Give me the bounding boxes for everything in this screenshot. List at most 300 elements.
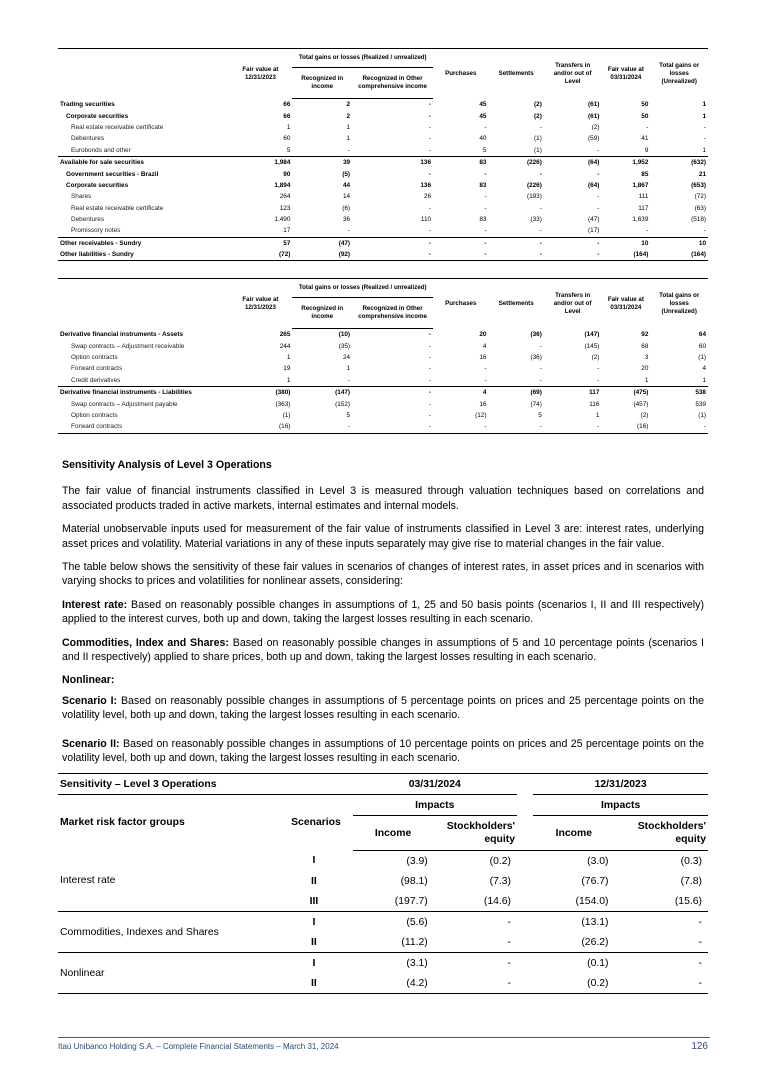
table-cell: 136 [420,181,432,189]
table-cell: 66 [283,112,291,120]
table-cell: 117 [589,389,600,397]
col-recognized-income: Recognized in income [292,68,352,99]
table-cell: 244 [279,342,291,350]
table-cell: - [597,204,600,212]
table-cell: (147) [584,330,600,338]
sensitivity-title: Sensitivity – Level 3 Operations [58,774,279,795]
scenario-label: I [312,957,316,969]
table-cell: - [488,375,543,387]
table-cell: (363) [275,400,291,408]
table-cell: - [539,123,542,131]
table-cell: 21 [698,170,706,178]
table-cell: 1 [286,353,291,361]
table-cell: (2) [591,353,600,361]
table-cell: - [292,145,352,157]
row-label: Available for sale securities [60,159,144,167]
table-cell: - [428,239,432,247]
table-cell: 50 [641,112,649,120]
table-cell: (226) [526,181,542,189]
table-cell: - [484,170,487,178]
row-label: Debentures [71,216,105,224]
table-cell: 1 [346,123,351,131]
table-cell: - [703,123,706,131]
table-cell: - [539,342,542,350]
table-cell: (7.3) [489,875,512,887]
row-label: Derivative financial instruments - Assets [60,330,184,338]
table-cell: 5 [228,145,292,157]
table-cell: 1,894 [274,181,291,189]
table-cell: 60 [698,342,706,350]
table-cell: (69) [530,389,542,397]
table-row [58,203,708,214]
table-cell: (147) [335,389,351,397]
row-label: Forward contracts [71,365,123,373]
paragraph-unobservable-inputs: Material unobservable inputs used for measurement of the fair value of instruments classified in Level 3 are: interest rates, underlying asset prices and volatility. Material variations in any of these inputs separately may give rise to material changes in the fair value. [62,523,704,550]
col-income-current: Income [353,816,434,851]
table-cell: - [539,170,542,178]
table-cell: - [433,249,488,261]
table-cell: (64) [588,159,600,167]
table-row [58,912,708,933]
table-cell: (12) [475,411,487,419]
row-label: Option contracts [71,353,118,361]
table-cell: 1 [228,375,292,387]
table-cell: - [428,389,432,397]
table-cell: 45 [479,112,487,120]
table-cell: 16 [479,400,487,408]
table-cell: - [352,375,433,387]
table-cell: (1) [534,135,542,143]
table-row [58,122,708,133]
table-cell: 36 [342,216,351,224]
table-cell: (152) [335,400,351,408]
table-cell: 40 [479,135,487,143]
table-cell: (16) [601,421,650,433]
table-cell: - [597,170,600,178]
table-row [58,375,708,387]
table-cell: (5.6) [406,916,428,928]
table-cell: - [428,331,432,339]
nonlinear-heading: Nonlinear: [62,674,115,687]
table-row [58,410,708,421]
table-cell: - [698,957,702,969]
risk-factor-group: Interest rate [58,851,279,912]
table-cell: 116 [589,400,600,408]
table-cell: (74) [530,400,542,408]
table-cell: (64) [588,181,600,189]
table-row [58,145,708,157]
impacts-header-current: Impacts [353,795,518,816]
table-cell: (475) [633,389,649,397]
table-row [58,99,708,111]
table-cell: 45 [479,100,487,108]
table-cell: (11.2) [353,932,434,953]
table-cell: - [484,193,487,201]
table-cell: (380) [275,389,291,397]
table-row [58,363,708,374]
table-cell: 66 [283,100,291,108]
table-cell: - [544,421,602,433]
table-cell: 2 [346,112,351,120]
table-cell: (154.0) [533,891,614,912]
scenario-label: II [279,973,352,994]
table-cell: 19 [283,365,291,373]
table-cell: - [650,421,708,433]
col-fair-value-start: Fair value at 12/31/2023 [228,279,292,329]
table-cell: (2) [534,112,542,120]
table-cell: (7.8) [680,875,702,887]
table-cell: 10 [641,239,649,247]
table-cell: - [698,916,702,928]
table-cell: - [614,932,708,953]
row-label: Government securities - Brazil [66,170,159,178]
table-cell: (164) [601,249,650,261]
row-label: Promissory notes [58,225,228,237]
table-cell: (61) [588,100,600,108]
table-cell: - [428,101,432,109]
table-cell: (36) [530,353,542,361]
table-cell: (15.6) [614,891,708,912]
paragraph-fair-value: The fair value of financial instruments classified in Level 3 is measured through valuation techniques based on correlations and associated products traded in active markets, internal estimates and internal models. [62,485,704,512]
table-cell: (16) [228,421,292,433]
table-cell: (33) [530,216,542,224]
table-cell: (193) [526,193,542,201]
table-cell: 1 [702,100,706,108]
table-cell: 85 [641,170,649,178]
row-label: Derivative financial instruments - Liabilities [60,389,192,397]
table-cell: - [428,411,432,419]
spacer-cell [517,932,533,953]
row-label: Eurobonds and other [58,145,228,157]
sensitivity-analysis-section [62,458,704,775]
table-row [58,953,708,974]
table-cell: - [650,225,708,237]
row-label: Swap contracts – Adjustment receivable [71,342,185,350]
table-cell: 20 [641,365,649,373]
table-cell: (457) [633,400,649,408]
scenario-label: II [279,932,352,953]
table-row [58,398,708,409]
paragraph-table-description: The table below shows the sensitivity of these fair values in scenarios of changes of interest rates, in asset prices and in scenarios with varying shocks to prices and volatilities for nonlinear assets, considering: [62,561,704,588]
table-cell: 10 [698,239,706,247]
table-cell: (632) [691,159,706,167]
section-title: Sensitivity Analysis of Level 3 Operations [62,459,272,471]
table-cell: (1) [698,411,706,419]
table-cell: (0.1) [587,957,609,969]
table-cell: - [484,365,487,373]
table-cell: - [597,365,600,373]
table-cell: 60 [283,135,291,143]
col-transfers: Transfers in and/or out of Level [544,49,602,99]
table-cell: (61) [588,112,600,120]
table-cell: - [597,239,600,247]
table-cell: 14 [342,193,351,201]
table-cell: 1,952 [632,159,649,167]
table-cell: - [352,225,433,237]
table-cell: (2) [591,123,600,131]
table-cell: (35) [338,342,351,350]
footer-divider [58,1037,710,1038]
col-recognized-income: Recognized in income [292,298,352,329]
paragraph-commodities: Commodities, Index and Shares: Based on reasonably possible changes in assumptions of 5 and 10 percentage points (scenarios I and II respectively) applied to share prices, both up and down, taking the largest losses resulting in each scenario. [62,636,704,664]
table-cell: 50 [641,100,649,108]
row-label: Other liabilities - Sundry [58,249,228,261]
table-cell: - [597,193,600,201]
table-cell: 123 [279,204,291,212]
table-cell: (226) [526,159,542,167]
col-settlements: Settlements [488,49,543,99]
table-cell: (98.1) [400,875,428,887]
col-purchases: Purchases [433,279,488,329]
table-cell: (3.0) [587,855,609,867]
table-cell: 5 [538,411,542,419]
table-cell: - [614,973,708,994]
row-label: Real estate receivable certificate [71,123,164,131]
table-row [58,329,708,341]
table-cell: 1,639 [632,216,649,224]
table-cell: 539 [695,400,706,408]
table-cell: 1,984 [274,159,291,167]
table-cell: 4 [702,365,706,373]
table-cell: 68 [641,342,649,350]
paragraph-scenario-1: Scenario I: Based on reasonably possible changes in assumptions of 5 percentage points on prices and 25 percentage points on the volatility level, both up and down, taking the largest losses resulting in each scenario. [62,694,704,722]
table-row [58,386,708,398]
col-total-gains-group: Total gains or losses (Realized / unrealized) [292,49,433,68]
table-cell: (0.2) [533,973,614,994]
table-cell: (10) [338,331,351,339]
table-cell: (47) [338,239,351,247]
table-cell: 5 [346,411,351,419]
spacer-cell [517,891,533,912]
table-cell: - [507,916,512,928]
table-cell: 1 [595,411,600,419]
table-cell: 265 [279,330,291,338]
table-cell: (72) [228,249,292,261]
impacts-header-prior: Impacts [533,795,708,816]
table-cell: - [539,204,542,212]
spacer-cell [517,912,533,933]
level3-changes-table-derivatives [58,278,708,434]
col-recognized-oci: Recognized in Other comprehensive income [352,68,433,99]
col-fair-value-start: Fair value at 12/31/2023 [228,49,292,99]
row-label: Other receivables - Sundry [60,239,142,247]
table-cell: (145) [584,342,600,350]
table-cell: 90 [283,170,291,178]
page-number: 126 [691,1041,708,1052]
row-label: Debentures [71,135,105,143]
table-cell: 117 [638,204,649,212]
table-cell: 16 [479,353,487,361]
row-label: Option contracts [71,411,118,419]
table-cell: - [428,112,432,120]
table-cell: - [646,123,649,131]
table-cell: 5 [433,145,488,157]
table-cell: - [292,421,352,433]
table-cell: (518) [691,216,706,224]
table-cell: 1,867 [632,181,649,189]
table-cell: 26 [423,193,432,201]
table-cell: (13.1) [581,916,609,928]
table-row [58,237,708,249]
table-cell: (164) [650,249,708,261]
table-cell: 1 [650,375,708,387]
paragraph-interest-rate: Interest rate: Based on reasonably possible changes in assumptions of 1, 25 and 50 basis points (scenarios I, II and III respectively) applied to the interest curves, both up and down, taking the largest losses resulting in each scenario. [62,598,704,626]
col-fair-value-end: Fair value at 03/31/2024 [601,49,650,99]
table-cell: - [539,239,542,247]
table-cell: - [488,249,543,261]
col-recognized-oci: Recognized in Other comprehensive income [352,298,433,329]
col-transfers: Transfers in and/or out of Level [544,279,602,329]
table-cell: (63) [694,204,706,212]
table-cell: - [428,400,432,408]
table-cell: (72) [694,193,706,201]
table-cell: 24 [342,353,351,361]
table-cell: 9 [601,145,650,157]
table-row [58,352,708,363]
table-row [58,225,708,237]
table-cell: - [428,123,432,131]
scenario-label: III [279,891,352,912]
table-cell: 538 [695,389,706,397]
table-cell: (2) [534,100,542,108]
table-cell: (5) [342,170,351,178]
table-cell: 3 [644,353,649,361]
col-equity-prior: Stockholders' equity [614,816,708,851]
table-cell: - [292,225,352,237]
table-cell: 110 [420,216,432,224]
scenario-label: I [312,916,316,928]
spacer-cell [517,953,533,974]
table-row [58,156,708,168]
row-label: Trading securities [60,100,115,108]
table-cell: (1) [282,411,291,419]
footer-text: Itaú Unibanco Holding S.A. – Complete Financial Statements – March 31, 2024 [58,1042,339,1051]
table-cell: 1 [286,123,291,131]
table-row [58,340,708,351]
table-cell: - [292,375,352,387]
table-cell: 64 [698,330,706,338]
table-cell: - [428,365,432,373]
table-cell: (36) [530,330,542,338]
table-row [58,249,708,261]
table-cell: - [539,365,542,373]
table-cell: 1 [650,145,708,157]
table-cell: 39 [342,159,351,167]
table-row [58,180,708,191]
table-cell: (197.7) [353,891,434,912]
table-cell: 2 [346,101,351,109]
table-cell: 92 [641,330,649,338]
row-label: Corporate securities [66,181,129,189]
col-equity-current: Stockholders' equity [434,816,517,851]
table-cell: 41 [641,135,649,143]
table-cell: (4.2) [353,973,434,994]
row-label: Corporate securities [66,112,129,120]
level3-changes-table-securities [58,48,708,261]
table-cell: - [352,421,433,433]
table-cell: - [433,421,488,433]
table-cell: 264 [279,193,291,201]
table-cell: 4 [482,342,487,350]
table-cell: 4 [482,389,487,397]
spacer-cell [517,871,533,891]
table-cell: 20 [479,330,487,338]
table-cell: 17 [228,225,292,237]
table-cell: - [352,145,433,157]
table-row [58,421,708,433]
date-col-current: 03/31/2024 [353,774,518,795]
table-cell: (3.9) [406,855,428,867]
col-purchases: Purchases [433,49,488,99]
table-cell: (76.7) [581,875,609,887]
row-label: Swap contracts – Adjustment payable [71,400,178,408]
spacer-cell [517,973,533,994]
table-cell: (17) [544,225,602,237]
table-cell: (2) [640,411,649,419]
table-cell: - [428,342,432,350]
table-cell: 1 [702,112,706,120]
col-scenarios: Scenarios [291,817,341,829]
table-cell: 1 [346,135,351,143]
table-cell: (14.6) [434,891,517,912]
table-cell: (1) [488,145,543,157]
table-row [58,110,708,121]
table-cell: 57 [283,239,291,247]
col-market-risk-groups: Market risk factor groups [60,817,185,829]
table-cell: 44 [342,181,351,189]
col-total-unrealized: Total gains or losses (Unrealized) [650,279,708,329]
table-cell: - [544,375,602,387]
table-cell: - [484,204,487,212]
col-fair-value-end: Fair value at 03/31/2024 [601,279,650,329]
risk-factor-group: Commodities, Indexes and Shares [58,912,279,953]
col-income-prior: Income [533,816,614,851]
table-cell: 1 [346,365,351,373]
table-cell: (92) [292,249,352,261]
row-label: Shares [71,193,92,201]
paragraph-scenario-2: Scenario II: Based on reasonably possible changes in assumptions of 10 percentage points on prices and 25 percentage points on the volatility level, both up and down, taking the largest losses resulting in each scenario. [62,737,704,765]
row-label: Credit derivatives [58,375,228,387]
row-label: Forward contracts [58,421,228,433]
col-settlements: Settlements [488,279,543,329]
table-cell: (47) [588,216,600,224]
table-cell: - [352,249,433,261]
table-cell: - [433,225,488,237]
table-cell: 1,490 [274,216,291,224]
spacer-cell [517,851,533,872]
risk-factor-group: Nonlinear [58,953,279,994]
table-cell: - [703,135,706,143]
table-cell: (0.3) [680,855,702,867]
table-cell: - [428,204,432,212]
table-cell: 83 [479,216,487,224]
table-cell: (653) [691,181,706,189]
table-cell: - [434,973,517,994]
table-row [58,191,708,202]
table-row [58,851,708,872]
table-cell: - [488,421,543,433]
table-row [58,168,708,179]
sensitivity-table [58,773,708,994]
table-cell: - [434,932,517,953]
table-cell: (6) [342,204,351,212]
col-total-gains-group: Total gains or losses (Realized / unrealized) [292,279,433,298]
table-cell: - [484,123,487,131]
scenario-label: II [311,875,317,887]
table-cell: (1) [698,353,706,361]
table-cell: 1 [601,375,650,387]
table-cell: - [544,249,602,261]
